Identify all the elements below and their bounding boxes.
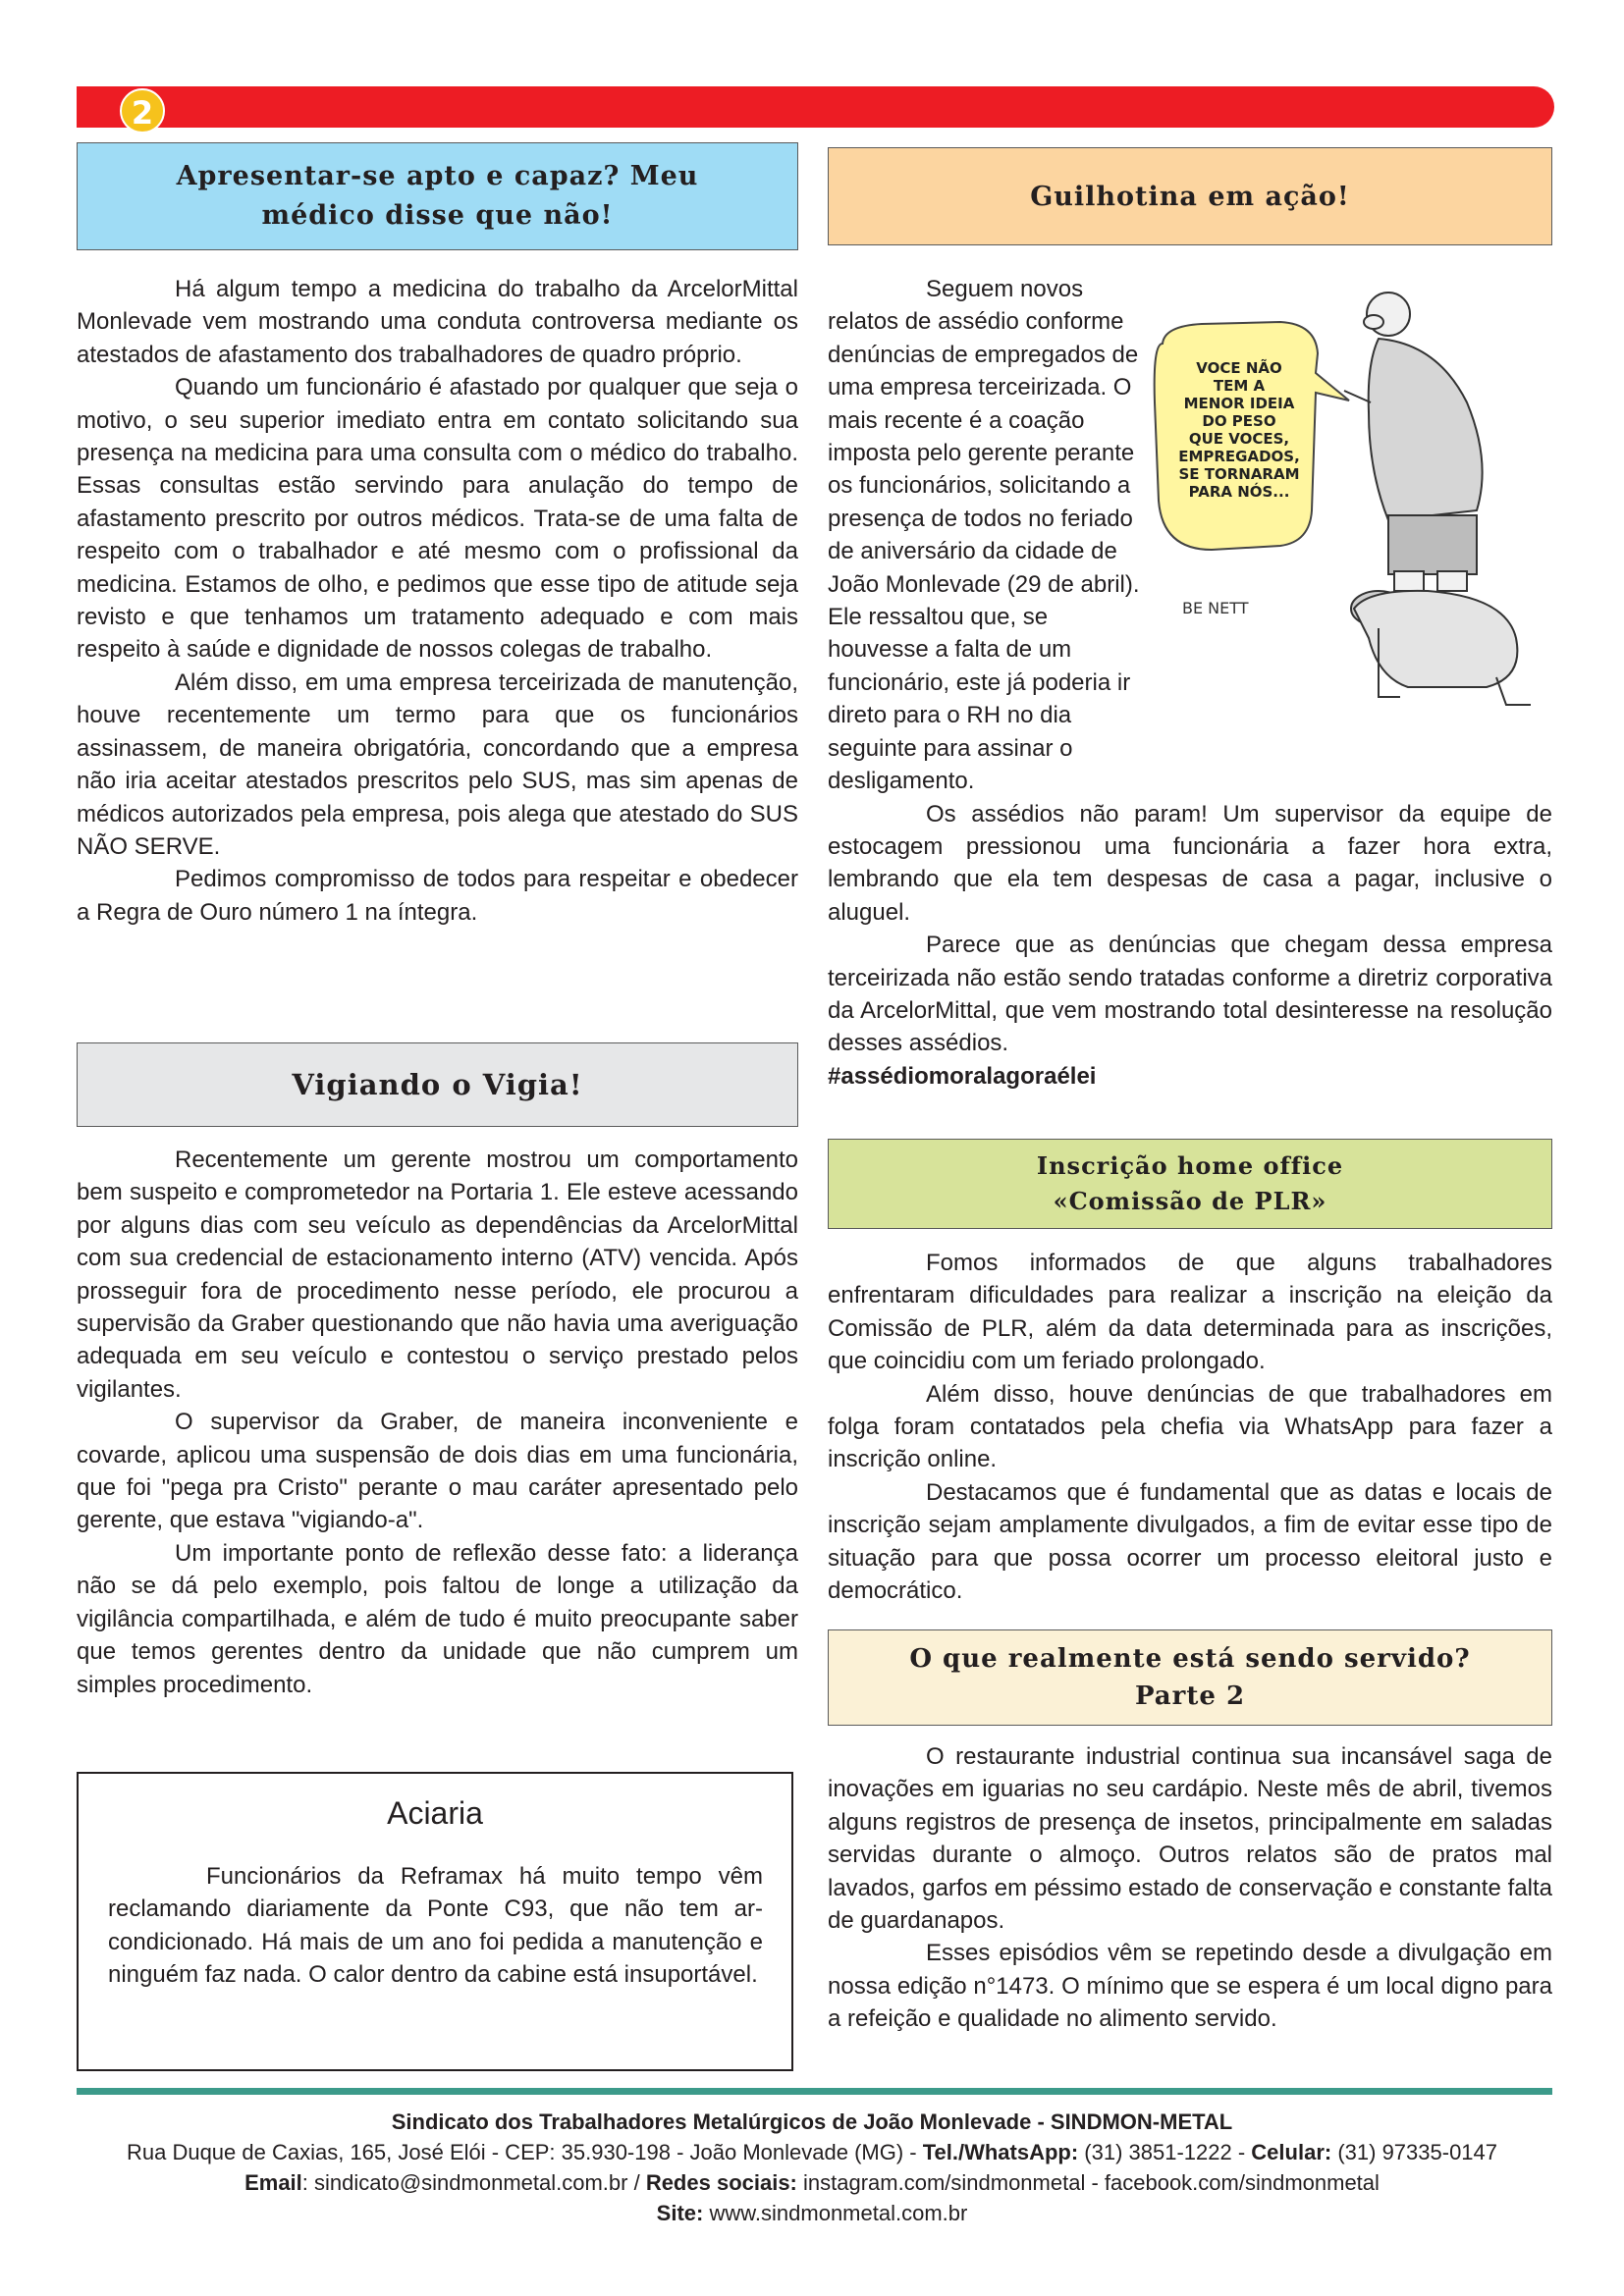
speech-line: EMPREGADOS, bbox=[1178, 448, 1300, 465]
cartoon-illustration bbox=[1143, 285, 1555, 717]
article-title-line: «Comissão de PLR» bbox=[1053, 1187, 1327, 1215]
footer-tel: (31) 3851-1222 - bbox=[1078, 2140, 1252, 2164]
article-title-line: O que realmente está sendo servido? bbox=[909, 1644, 1471, 1674]
paragraph: Esses episódios vêm se repetindo desde a divulgação em nossa edição n°1473. O mínimo que se espera é um local digno para a refeição e qualidade no alimento servido. bbox=[828, 1940, 1552, 2033]
paragraph: Além disso, houve denúncias de que trabalhadores em folga foram contatados pela chefia via WhatsApp para fazer a inscrição online. bbox=[828, 1380, 1552, 1473]
footer-email[interactable]: : sindicato@sindmonmetal.com.br / bbox=[301, 2170, 646, 2195]
cartoon-signature: BE NETT bbox=[1182, 599, 1249, 617]
paragraph: Quando um funcionário é afastado por qualquer que seja o motivo, o seu superior imediato entra em contato solicitando sua presença na medicina para uma consulta com o médico do trabalho. Essas consultas estão servindo para anulação do tempo de afastamento prescrito por outros médicos. Trata-se de uma falta de respeito com o trabalhador e até mesmo com o profissional da medicina. Estamos de olho, e pedimos que esse tipo de atitude seja revisto e que tenhamos um tratamento adequado e com mais respeito à saúde e dignidade de nossos colegas de trabalho. bbox=[77, 374, 798, 664]
footer-site-label: Site: bbox=[656, 2201, 704, 2225]
speech-line: SE TORNARAM bbox=[1178, 465, 1300, 483]
footer-site[interactable]: www.sindmonmetal.com.br bbox=[703, 2201, 968, 2225]
paragraph: Destacamos que é fundamental que as datas e locais de inscrição sejam amplamente divulgados, a fim de evitar esse tipo de situação para que possa ocorrer um processo eleitoral justo e democrático. bbox=[828, 1478, 1552, 1605]
paragraph: Recentemente um gerente mostrou um comportamento bem suspeito e comprometedor na Portaria 1. Ele esteve acessando por alguns dias com seu veículo as dependências da ArcelorMittal com sua credencial de estacionamento interno (ATV) vencida. Após prosseguir fora de procedimento nesse período, ele procurou a supervisão da Graber questionando que não havia uma averiguação adequada em seu veículo e contestou o serviço prestado pelos vigilantes. bbox=[77, 1147, 798, 1403]
article-title-box bbox=[828, 1629, 1552, 1726]
article-title-line: Apresentar-se apto e capaz? Meu bbox=[176, 161, 699, 191]
paragraph: Os assédios não param! Um supervisor da equipe de estocagem pressionou uma funcionária a fazer hora extra, lembrando que ela tem despesas de casa a pagar, inclusive o aluguel. bbox=[828, 800, 1552, 926]
footer-divider bbox=[77, 2088, 1552, 2095]
article-title: Aciaria bbox=[387, 1795, 483, 1831]
article-title-line: Inscrição home office bbox=[1036, 1151, 1344, 1180]
page-number-badge: 2 bbox=[120, 88, 165, 133]
footer-cel: (31) 97335-0147 bbox=[1331, 2140, 1498, 2164]
footer-cel-label: Celular: bbox=[1251, 2140, 1332, 2164]
footer bbox=[59, 2107, 1565, 2228]
paragraph: Funcionários da Reframax há muito tempo vêm reclamando diariamente da Ponte C93, que não tem ar-condicionado. Há mais de um ano foi pedida a manutenção e ninguém faz nada. O calor dentro da cabine está insuportável. bbox=[108, 1863, 763, 1989]
article-title: Vigiando o Vigia! bbox=[292, 1068, 583, 1101]
paragraph: Além disso, em uma empresa terceirizada de manutenção, houve recentemente um termo para que os funcionários assinassem, de maneira obrigatória, concordando que a empresa não iria aceitar atestados prescritos pelo SUS, mas sim apenas de médicos autorizados pela empresa, pois alega que atestado do SUS NÃO SERVE. bbox=[77, 668, 798, 860]
paragraph: O restaurante industrial continua sua incansável saga de inovações em iguarias no seu cardápio. Neste mês de abril, tivemos alguns registros de presença de insetos, principalmente em saladas servidas durante o almoço. Outros relatos são de pratos mal lavados, garfos em péssimo estado de conservação e constante falta de guardanapos. bbox=[828, 1743, 1552, 1935]
article-title: Guilhotina em ação! bbox=[1030, 181, 1350, 212]
footer-contact-line bbox=[59, 2167, 1565, 2198]
article-title-box bbox=[828, 147, 1552, 245]
paragraph: Pedimos compromisso de todos para respeitar e obedecer a Regra de Ouro número 1 na íntegra. bbox=[77, 866, 798, 926]
footer-tel-label: Tel./WhatsApp: bbox=[922, 2140, 1079, 2164]
article-body bbox=[77, 1144, 798, 1701]
hashtag: #assédiomoralagoraélei bbox=[828, 1062, 1097, 1090]
paragraph: Fomos informados de que alguns trabalhadores enfrentaram dificuldades para realizar a inscrição na eleição da Comissão de PLR, além da data determinada para as inscrições, que coincidiu com um feriado prolongado. bbox=[828, 1250, 1552, 1375]
paragraph: Há algum tempo a medicina do trabalho da ArcelorMittal Monlevade vem mostrando uma conduta controversa mediante os atestados de afastamento dos trabalhadores de quadro próprio. bbox=[77, 276, 798, 368]
article-title-line: Parte 2 bbox=[1134, 1682, 1246, 1711]
article-body bbox=[108, 1860, 763, 1992]
speech-line: PARA NÓS... bbox=[1188, 483, 1290, 501]
paragraph: Um importante ponto de reflexão desse fato: a liderança não se dá pelo exemplo, pois faltou de longe a utilização da vigilância compartilhada, e além de tudo é muito preocupante saber que temos gerentes dentro da unidade que não cumprem um simples procedimento. bbox=[77, 1539, 798, 1698]
footer-address-line bbox=[59, 2137, 1565, 2167]
article-body bbox=[828, 1247, 1552, 1607]
article-title-box bbox=[828, 1139, 1552, 1229]
footer-email-label: Email bbox=[244, 2170, 302, 2195]
footer-org: Sindicato dos Trabalhadores Metalúrgicos de João Monlevade - SINDMON-METAL bbox=[391, 2109, 1233, 2134]
aciaria-box bbox=[77, 1772, 793, 2071]
article-title-box bbox=[77, 142, 798, 250]
standing-manager-figure bbox=[1344, 293, 1483, 591]
paragraph: Seguem novos relatos de assédio conforme denúncias de empregados de uma empresa terceirizada. O mais recente é a coação imposta pelo gerente perante os funcionários, solicitando a presença de todos no feriado de aniversário da cidade de João Monlevade (29 de abril). Ele ressaltou que, se houvesse a falta de um funcionário, este já poderia ir direto para o RH no dia seguinte para assinar o desligamento. bbox=[828, 276, 1140, 795]
speech-line: DO PESO bbox=[1202, 412, 1276, 430]
speech-line: MENOR IDEIA bbox=[1183, 395, 1295, 412]
speech-line: TEM A bbox=[1213, 377, 1266, 395]
footer-site-line bbox=[59, 2198, 1565, 2228]
paragraph: O supervisor da Graber, de maneira inconveniente e covarde, aplicou uma suspensão de dois dias em uma funcionária, que foi "pega pra Cristo" perante o mau caráter apresentado pelo gerente, que estava "vigiando-a". bbox=[77, 1409, 798, 1534]
paragraph: Parece que as denúncias que chegam dessa empresa terceirizada não estão sendo tratadas conforme a diretriz corporativa da ArcelorMittal, que vem mostrando total desinteresse na resolução desses assédios. bbox=[828, 932, 1552, 1057]
article-title-line: médico disse que não! bbox=[261, 200, 614, 231]
footer-address: Rua Duque de Caxias, 165, José Elói - CEP: 35.930-198 - João Monlevade (MG) - bbox=[126, 2140, 923, 2164]
article-body bbox=[77, 273, 798, 929]
footer-social[interactable]: instagram.com/sindmonmetal - facebook.com/sindmonmetal bbox=[796, 2170, 1380, 2195]
speech-line: QUE VOCES, bbox=[1188, 430, 1290, 448]
article-body bbox=[828, 1740, 1552, 2036]
speech-line: VOCE NÃO bbox=[1196, 359, 1282, 377]
footer-social-label: Redes sociais: bbox=[645, 2170, 797, 2195]
article-title-box bbox=[77, 1042, 798, 1127]
top-red-bar bbox=[77, 86, 1554, 128]
kneeling-worker-figure bbox=[1351, 591, 1531, 705]
